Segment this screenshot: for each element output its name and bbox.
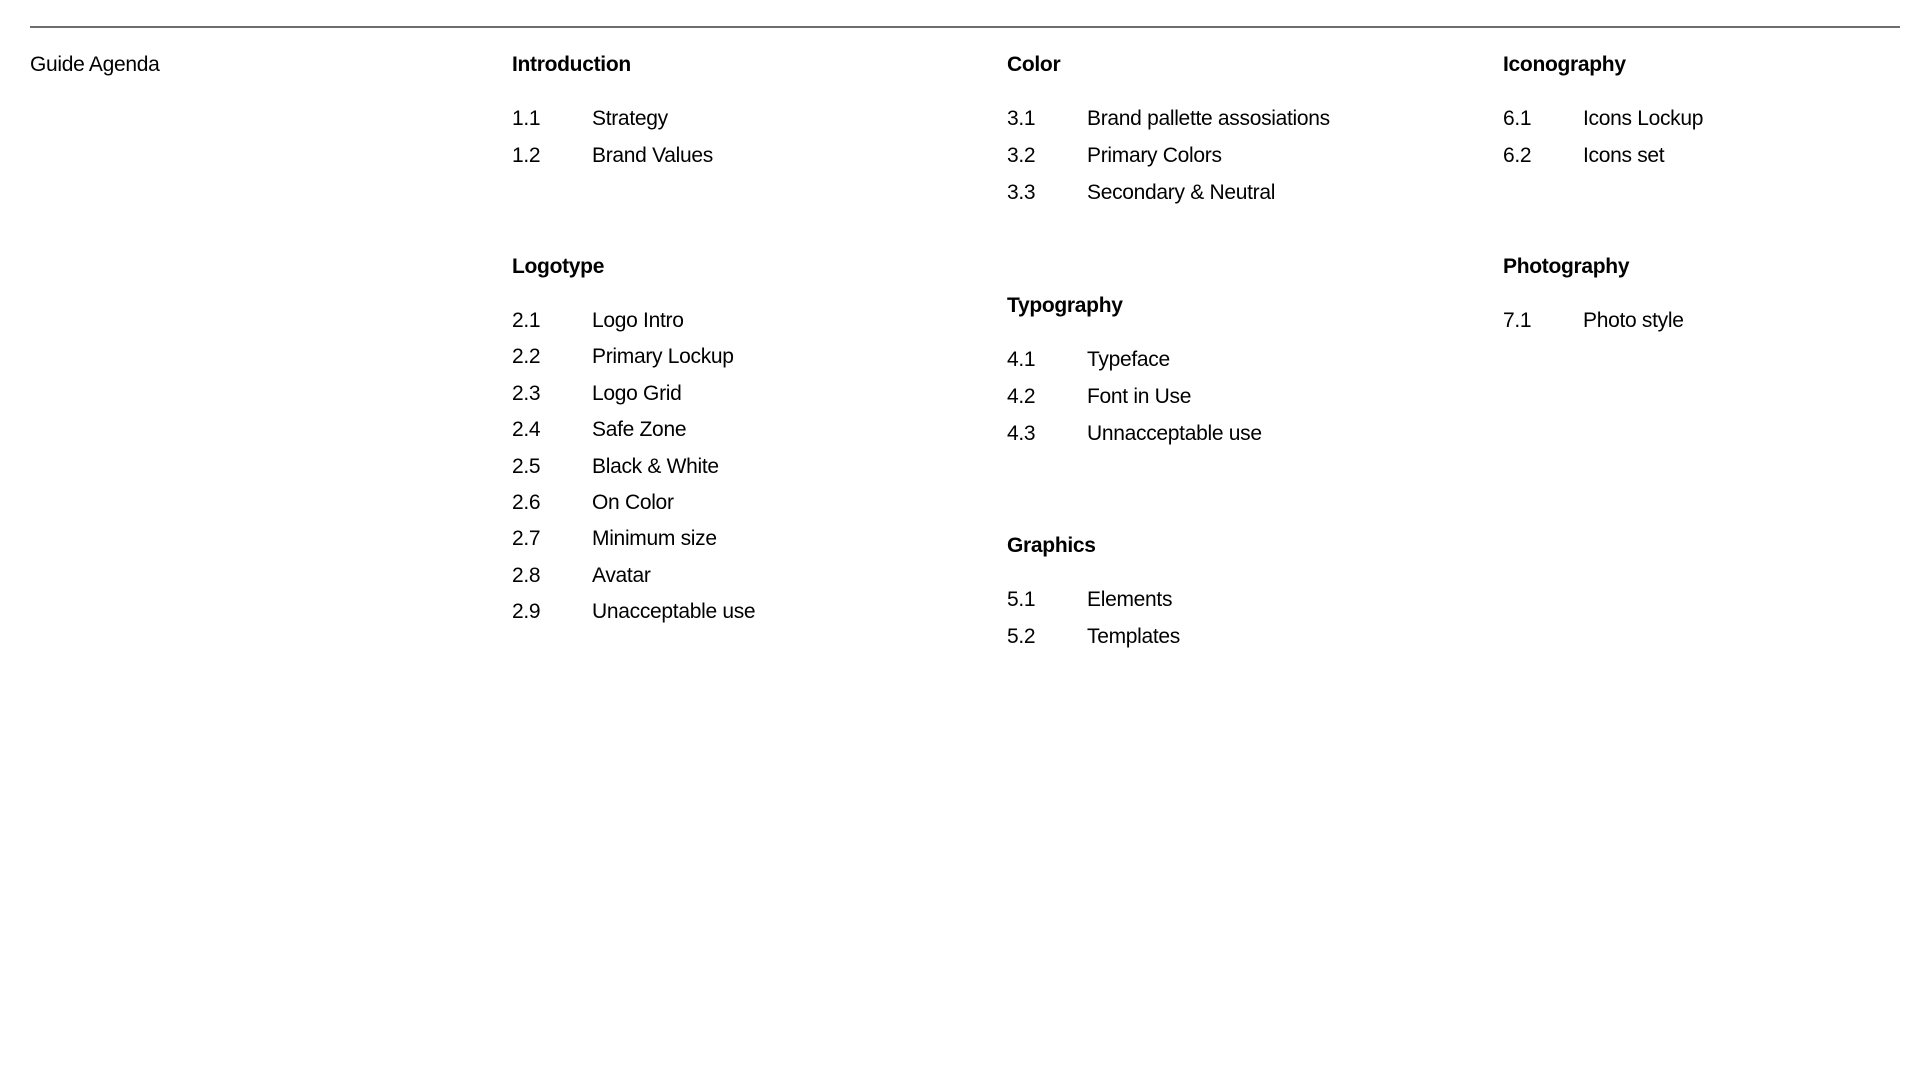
agenda-item-number: 2.6: [512, 490, 541, 514]
agenda-item-number: 2.4: [512, 418, 541, 442]
agenda-item: [1007, 586, 1173, 623]
agenda-item-label: Logo Grid: [592, 381, 682, 405]
agenda-item-label: Primary Colors: [1087, 144, 1222, 167]
agenda-item: [1503, 142, 1665, 179]
section-title: Graphics: [1007, 534, 1096, 557]
agenda-item-label: Safe Zone: [592, 418, 687, 442]
agenda-item: [512, 562, 651, 598]
agenda-item-number: 2.3: [512, 381, 541, 405]
agenda-item-label: Photo style: [1583, 309, 1684, 332]
agenda-item: [512, 380, 682, 416]
agenda-item: [512, 307, 684, 343]
section-graphics: [1007, 532, 1181, 660]
agenda-item-label: On Color: [592, 490, 674, 514]
agenda-item: [1007, 346, 1170, 383]
section-title: Photography: [1503, 255, 1630, 278]
agenda-item-label: Unacceptable use: [592, 600, 756, 624]
section-items: [1007, 346, 1262, 457]
agenda-item-label: Primary Lockup: [592, 345, 734, 369]
section-title: Color: [1007, 53, 1061, 76]
section-items: [512, 307, 756, 635]
agenda-item-label: Icons Lockup: [1583, 107, 1704, 130]
agenda-item-number: 3.1: [1007, 107, 1036, 130]
agenda-item-label: Strategy: [592, 107, 668, 130]
agenda-item: [1007, 142, 1222, 179]
section-items: [1007, 105, 1330, 216]
agenda-item-label: Unnacceptable use: [1087, 422, 1262, 445]
agenda-item-number: 2.2: [512, 345, 541, 369]
agenda-item-number: 7.1: [1503, 309, 1532, 332]
section-title: Introduction: [512, 53, 631, 76]
agenda-item-number: 4.2: [1007, 385, 1036, 408]
agenda-item: [1503, 105, 1704, 142]
agenda-item-number: 3.3: [1007, 181, 1036, 204]
section-typography: [1007, 292, 1262, 457]
agenda-item: [512, 453, 719, 489]
agenda-item-number: 2.7: [512, 527, 541, 551]
agenda-item: [1007, 105, 1330, 142]
top-divider: [30, 26, 1900, 28]
section-introduction: [512, 51, 713, 179]
section-title: Logotype: [512, 255, 605, 278]
agenda-item-label: Brand Values: [592, 144, 713, 167]
agenda-item-number: 4.3: [1007, 422, 1036, 445]
agenda-item: [512, 105, 668, 142]
agenda-item-label: Secondary & Neutral: [1087, 181, 1276, 204]
agenda-item-number: 2.8: [512, 563, 541, 587]
agenda-item-label: Font in Use: [1087, 385, 1192, 408]
agenda-item-label: Black & White: [592, 454, 719, 478]
agenda-item-number: 1.1: [512, 107, 541, 130]
section-color: [1007, 51, 1330, 216]
agenda-item-number: 1.2: [512, 144, 541, 167]
page-title: Guide Agenda: [30, 53, 160, 76]
agenda-item: [512, 343, 734, 379]
agenda-item: [1503, 307, 1684, 344]
agenda-item-number: 2.5: [512, 454, 541, 478]
section-iconography: [1503, 51, 1704, 179]
agenda-item-number: 3.2: [1007, 144, 1036, 167]
agenda-item-number: 2.1: [512, 309, 541, 332]
agenda-item-number: 6.2: [1503, 144, 1532, 167]
section-logotype: [512, 253, 756, 635]
agenda-item-number: 5.2: [1007, 625, 1036, 648]
agenda-item: [1007, 383, 1192, 420]
agenda-item: [512, 525, 717, 561]
agenda-item: [1007, 420, 1262, 457]
agenda-item-number: 4.1: [1007, 348, 1036, 371]
section-items: [1007, 586, 1181, 660]
agenda-item: [512, 142, 713, 179]
section-title: Iconography: [1503, 53, 1626, 76]
agenda-item-label: Avatar: [592, 563, 651, 587]
section-items: [1503, 307, 1684, 344]
agenda-item-number: 2.9: [512, 600, 541, 624]
agenda-item-label: Templates: [1087, 625, 1181, 648]
agenda-item-label: Minimum size: [592, 527, 717, 551]
agenda-item-label: Icons set: [1583, 144, 1665, 167]
section-items: [512, 105, 713, 179]
agenda-item: [512, 489, 674, 525]
agenda-item: [1007, 623, 1181, 660]
agenda-item-number: 6.1: [1503, 107, 1532, 130]
agenda-item-label: Logo Intro: [592, 309, 684, 332]
section-items: [1503, 105, 1704, 179]
agenda-item-number: 5.1: [1007, 588, 1036, 611]
agenda-item: [512, 598, 756, 634]
agenda-item-label: Elements: [1087, 588, 1173, 611]
section-title: Typography: [1007, 294, 1123, 317]
agenda-item-label: Typeface: [1087, 348, 1170, 371]
agenda-item: [512, 416, 687, 452]
agenda-item: [1007, 179, 1276, 216]
agenda-item-label: Brand pallette assosiations: [1087, 107, 1330, 130]
section-photography: [1503, 253, 1684, 344]
